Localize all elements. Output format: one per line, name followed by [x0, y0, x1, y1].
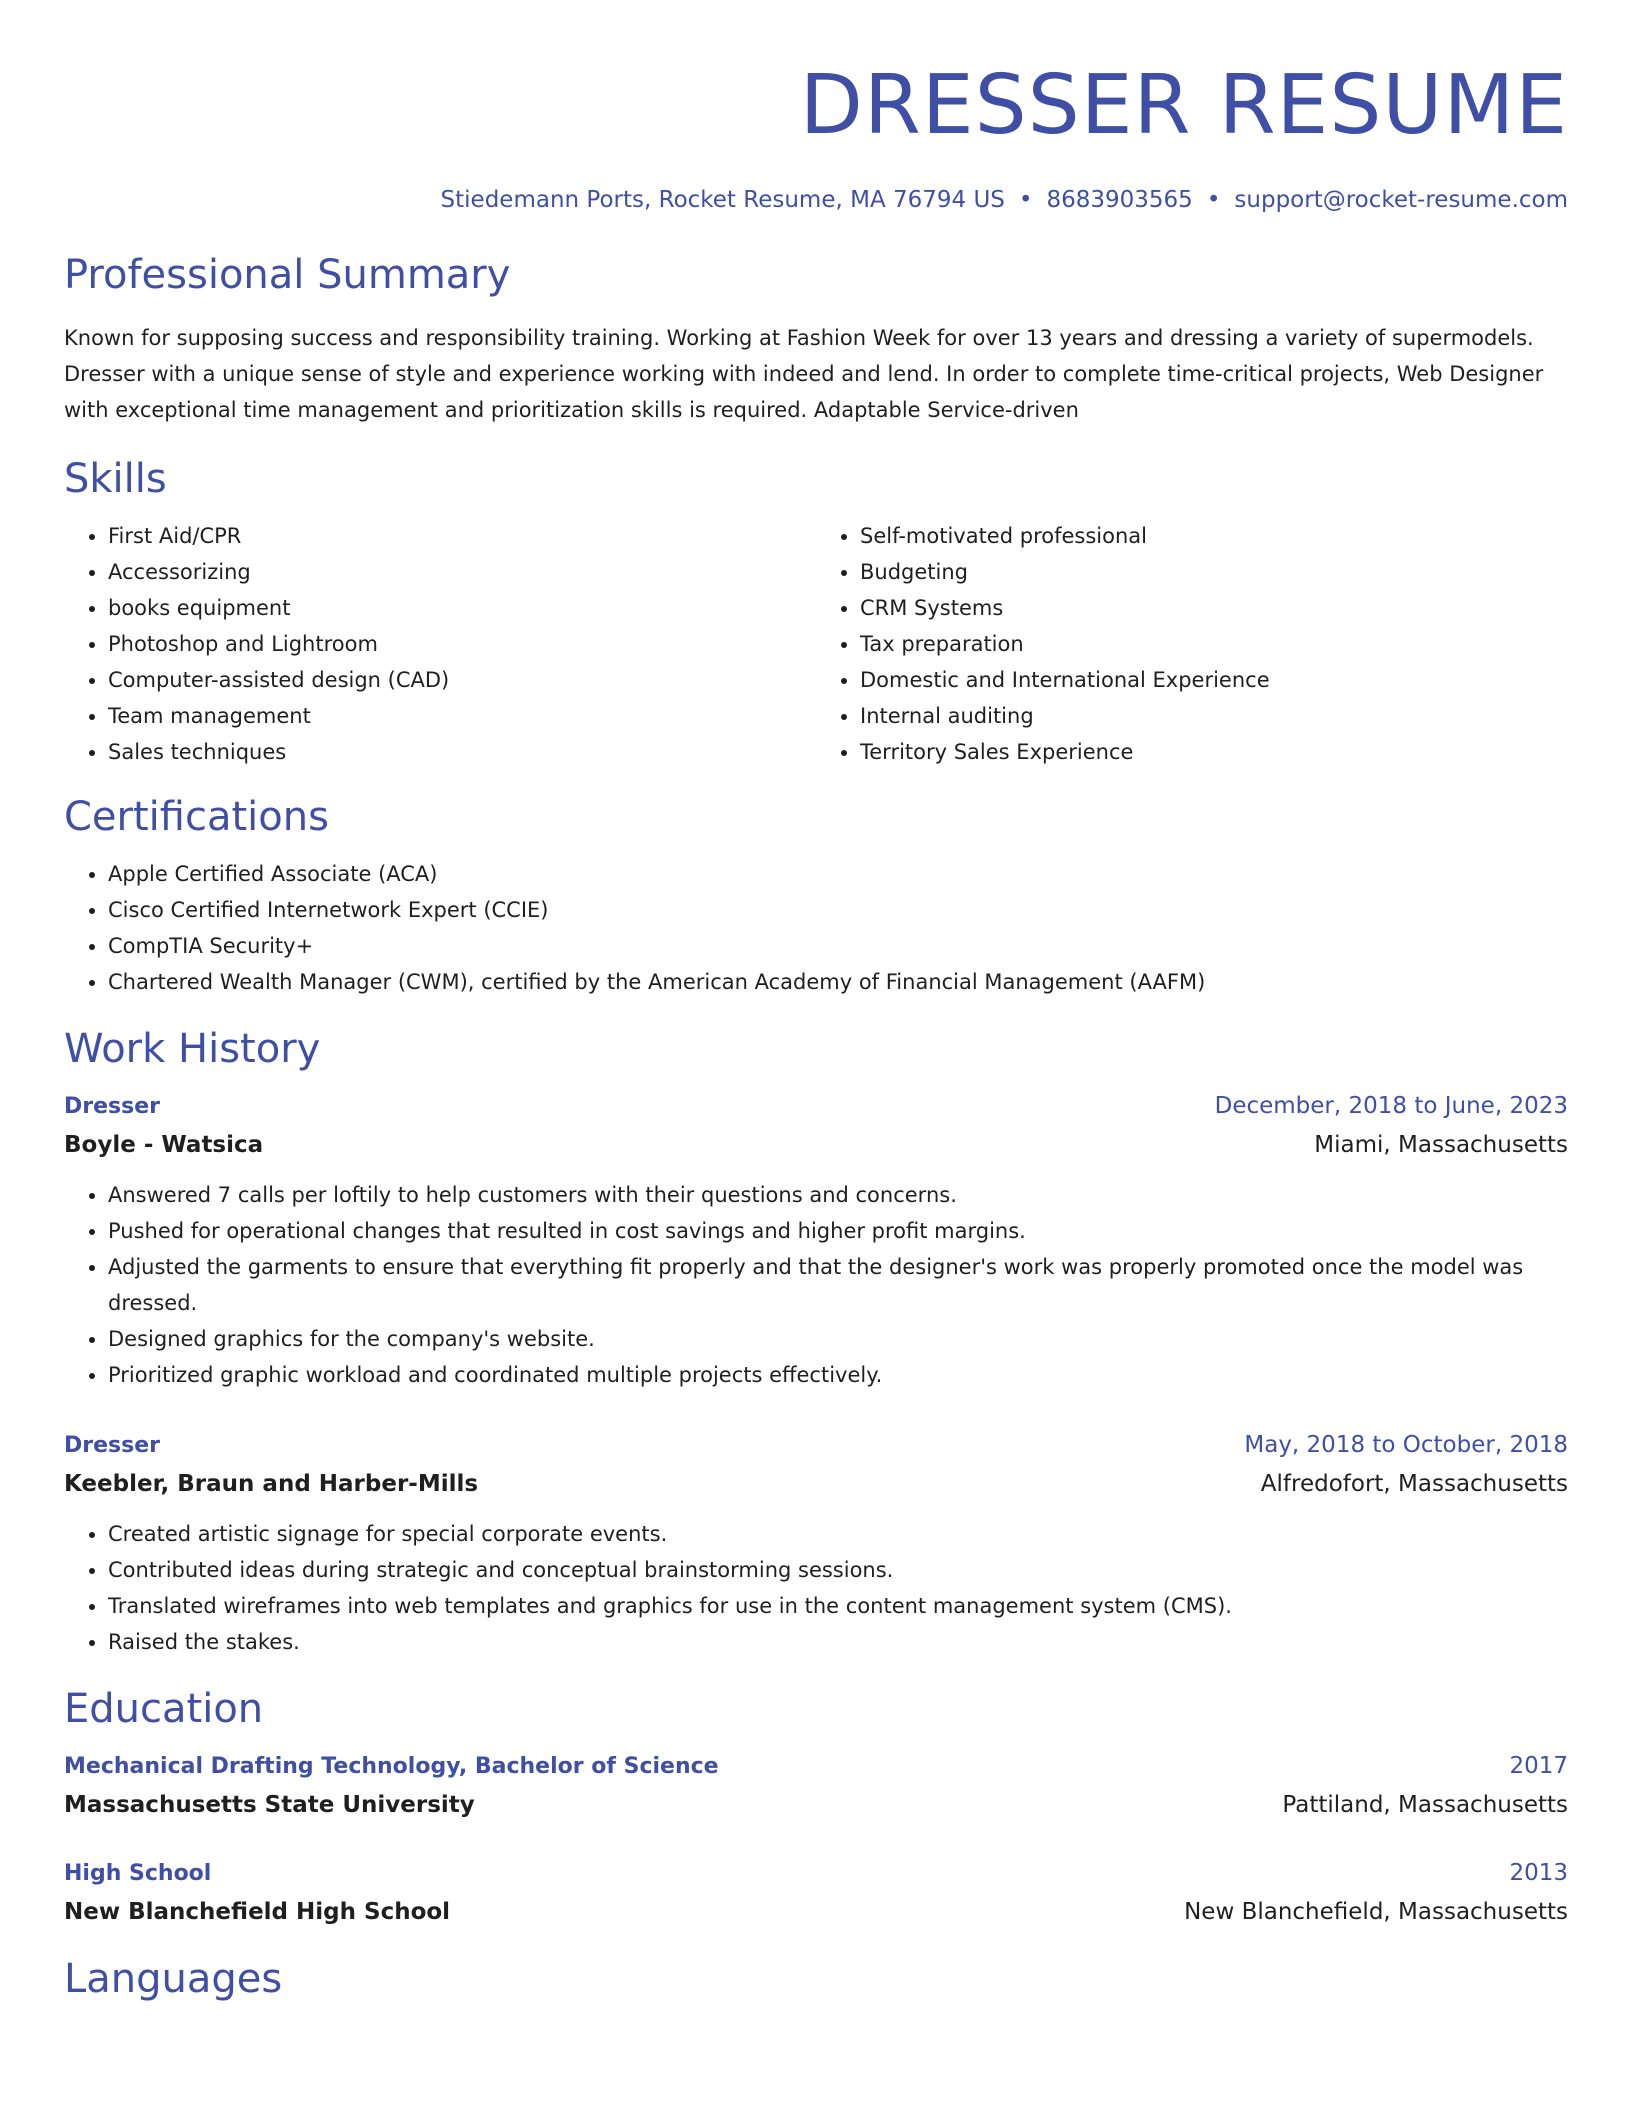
contact-line: [64, 184, 1568, 216]
education-entry-head: [64, 1855, 1568, 1892]
job-dates: May, 2018 to October, 2018: [1244, 1432, 1568, 1458]
work-section: [64, 1024, 1568, 1660]
education-entry: [64, 1748, 1568, 1825]
skill-item: • Sales techniques: [108, 734, 816, 770]
job-company: Boyle - Watsica: [64, 1132, 264, 1158]
skill-item: • Tax preparation: [860, 626, 1568, 662]
contact-phone: 8683903565: [1046, 187, 1193, 213]
certification-item: • CompTIA Security+: [108, 928, 1568, 964]
skills-grid: [64, 518, 1568, 770]
contact-separator: •: [1018, 187, 1033, 213]
education-school: New Blanchefield High School: [64, 1899, 451, 1925]
job-bullet: • Translated wireframes into web templates and graphics for use in the content management system (CMS).: [108, 1588, 1568, 1624]
resume-page: [64, 0, 1568, 2004]
summary-heading: Professional Summary: [64, 252, 511, 298]
job-location: Alfredofort, Massachusetts: [1260, 1471, 1568, 1497]
skills-heading: Skills: [64, 456, 167, 502]
certifications-list: [64, 856, 1568, 1000]
education-entry-head: [64, 1748, 1568, 1785]
education-degree: High School: [64, 1861, 212, 1886]
summary-section: [64, 250, 1568, 428]
skill-item: • Territory Sales Experience: [860, 734, 1568, 770]
education-section: [64, 1684, 1568, 1932]
certification-item: • Cisco Certified Internetwork Expert (CCIE): [108, 892, 1568, 928]
work-entry-head: [64, 1088, 1568, 1125]
job-bullet: • Contributed ideas during strategic and conceptual brainstorming sessions.: [108, 1552, 1568, 1588]
skill-item: • Photoshop and Lightroom: [108, 626, 816, 662]
skill-item: • books equipment: [108, 590, 816, 626]
skill-item: • Self-motivated professional: [860, 518, 1568, 554]
job-company: Keebler, Braun and Harber-Mills: [64, 1471, 479, 1497]
summary-text: Known for supposing success and responsibility training. Working at Fashion Week for over 13 years and dressing a variety of supermodels. Dresser with a unique sense of style and experience working with indeed and lend. In order to complete time-critical projects, Web Designer with exceptional time management and prioritization skills is required. Adaptable Service-driven: [64, 326, 1544, 422]
job-bullet: • Created artistic signage for special corporate events.: [108, 1516, 1568, 1552]
skill-item: • Budgeting: [860, 554, 1568, 590]
education-entry-subhead: [64, 1785, 1568, 1825]
education-year: 2013: [1509, 1860, 1568, 1886]
contact-separator: •: [1206, 187, 1221, 213]
education-school: Massachusetts State University: [64, 1792, 475, 1818]
skill-item: • Internal auditing: [860, 698, 1568, 734]
job-location: Miami, Massachusetts: [1314, 1132, 1568, 1158]
job-bullet: • Adjusted the garments to ensure that everything fit properly and that the designer's work was properly promoted once the model was dressed.: [108, 1249, 1568, 1321]
languages-section: [64, 1954, 1568, 2004]
skill-item: • CRM Systems: [860, 590, 1568, 626]
certification-item: • Chartered Wealth Manager (CWM), certified by the American Academy of Financial Management (AAFM): [108, 964, 1568, 1000]
job-bullets: [64, 1516, 1568, 1660]
contact-address: Stiedemann Ports, Rocket Resume, MA 76794 US: [440, 187, 1005, 213]
education-year: 2017: [1509, 1753, 1568, 1779]
job-bullet: • Raised the stakes.: [108, 1624, 1568, 1660]
resume-title: DRESSER RESUME: [799, 58, 1568, 153]
contact-email: support@rocket-resume.com: [1234, 187, 1568, 213]
skills-list-right: [816, 518, 1568, 770]
education-location: Pattiland, Massachusetts: [1282, 1792, 1568, 1818]
education-degree: Mechanical Drafting Technology, Bachelor of Science: [64, 1754, 719, 1779]
education-entry: [64, 1855, 1568, 1932]
work-entry-head: [64, 1427, 1568, 1464]
skill-item: • Accessorizing: [108, 554, 816, 590]
education-location: New Blanchefield, Massachusetts: [1184, 1899, 1568, 1925]
work-entry-subhead: [64, 1125, 1568, 1165]
skill-item: • Domestic and International Experience: [860, 662, 1568, 698]
work-entry: [64, 1427, 1568, 1660]
certification-item: • Apple Certified Associate (ACA): [108, 856, 1568, 892]
job-role: Dresser: [64, 1433, 160, 1458]
skills-list-left: [64, 518, 816, 770]
work-heading: Work History: [64, 1026, 321, 1072]
job-role: Dresser: [64, 1094, 160, 1119]
languages-heading: Languages: [64, 1956, 283, 2002]
education-entry-subhead: [64, 1892, 1568, 1932]
skills-section: [64, 454, 1568, 770]
work-entry: [64, 1088, 1568, 1393]
job-bullet: • Prioritized graphic workload and coordinated multiple projects effectively.: [108, 1357, 1568, 1393]
job-bullet: • Answered 7 calls per loftily to help customers with their questions and concerns.: [108, 1177, 1568, 1213]
skill-item: • First Aid/CPR: [108, 518, 816, 554]
work-entry-subhead: [64, 1464, 1568, 1504]
job-bullet: • Designed graphics for the company's website.: [108, 1321, 1568, 1357]
education-heading: Education: [64, 1686, 264, 1732]
skill-item: • Computer-assisted design (CAD): [108, 662, 816, 698]
certifications-section: [64, 792, 1568, 1000]
certifications-heading: Certifications: [64, 794, 329, 840]
job-bullets: [64, 1177, 1568, 1393]
job-bullet: • Pushed for operational changes that resulted in cost savings and higher profit margins.: [108, 1213, 1568, 1249]
job-dates: December, 2018 to June, 2023: [1214, 1093, 1568, 1119]
skill-item: • Team management: [108, 698, 816, 734]
